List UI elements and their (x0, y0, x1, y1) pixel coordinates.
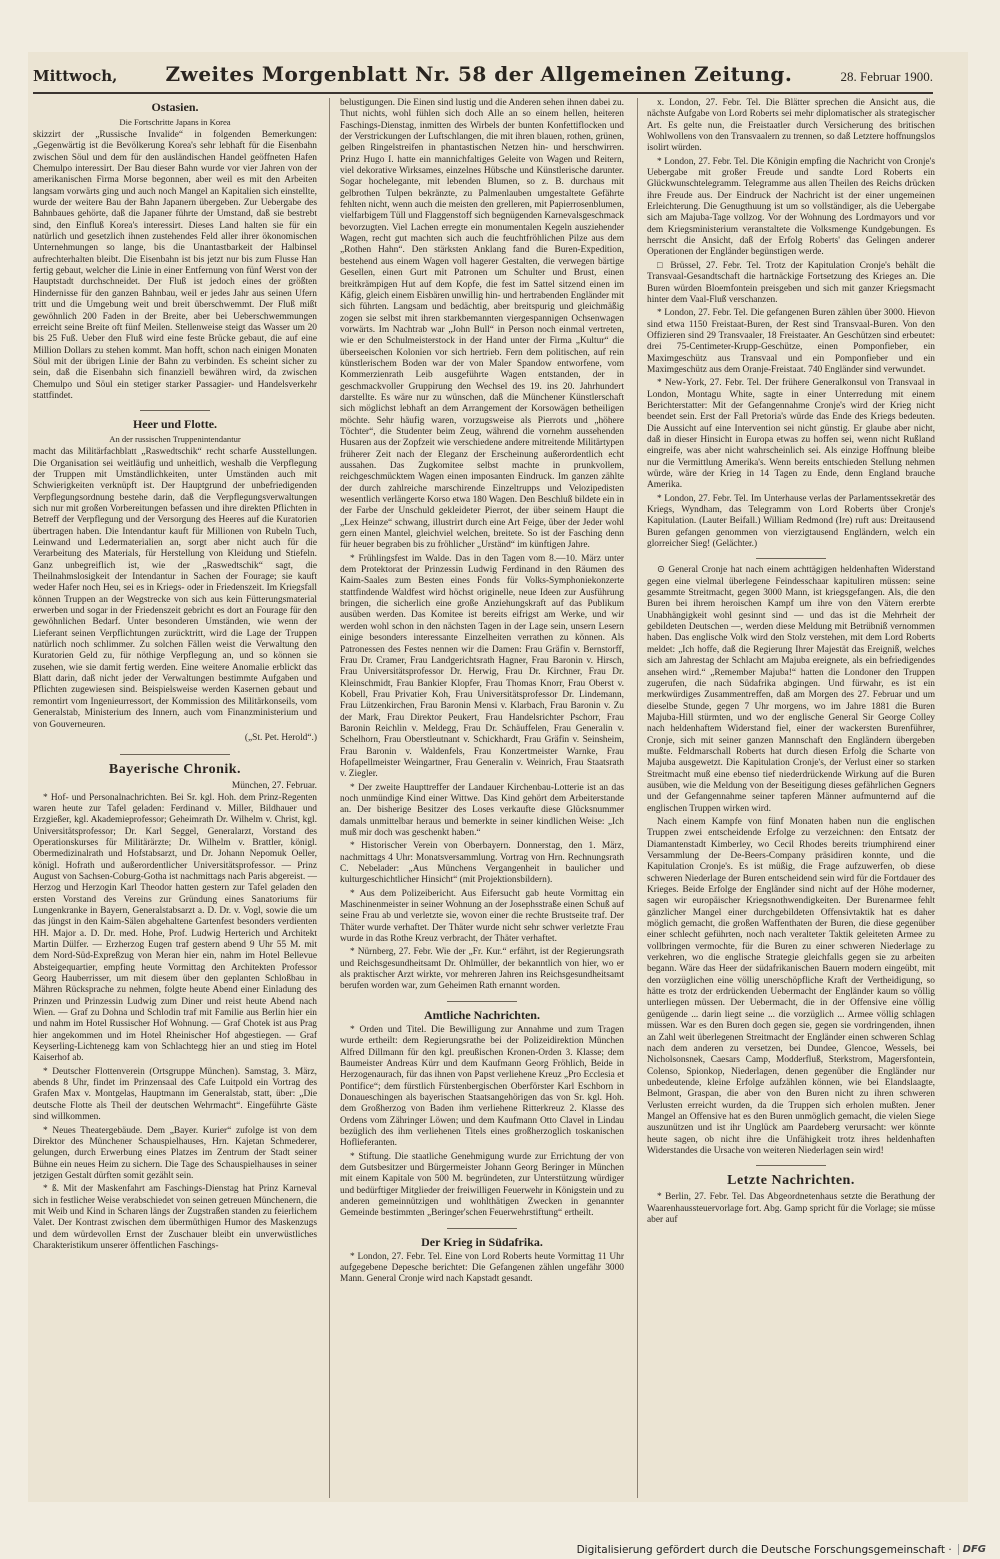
article-paragraph: * Aus dem Polizeibericht. Aus Eifersucht gab heute Vormittag ein Maschinenmeister in seiner Wohnung an der Josephsstraße einen Schuß auf seine Frau ab und verletzte sie, wovon einer die rechte Brustseite traf. Der Thäter wurde verhaftet. Der Thäter wurde nicht sehr schwer verletzte Frau wurde in das Rothe Kreuz verbracht, der Thäter verhaftet. (340, 888, 624, 945)
masthead (33, 62, 933, 90)
section-divider (447, 1001, 517, 1002)
article-paragraph: * New-York, 27. Febr. Tel. Der frühere Generalkonsul von Transvaal in London, Montagu White, sagte in einer Unterredung mit einem Berichterstatter: Mit der Gefangennahme Cronje's wird der Krieg nicht beendet sein. Erst der Fall Pretoria's würde das Ende des Kriegs bedeuten. Die Aussicht auf eine Intervention sei nicht günstig. Er glaube aber nicht, daß in dieser Hinsicht in Europa etwas zu hoffen sei, wenn nicht Rußland eingreife, was aber nicht wahrscheinlich sei. Als einzige Hoffnung bleibe nur die Vermittlung Amerika's. Wenn bereits entschieden Stellung nehmen würde, wäre der Krieg in 14 Tagen zu Ende, denn England brauche Amerika. (647, 378, 935, 491)
section-divider (120, 754, 230, 755)
article-subheading: An der russischen Truppenintendantur (109, 434, 241, 445)
section-heading-heer: Heer und Flotte. (132, 417, 218, 432)
article-paragraph: * London, 27. Febr. Tel. Die Königin empfing die Nachricht von Cronje's Uebergabe mit großer Freude und sandte Lord Roberts ein Glückwunschtelegramm. Telegramme aus allen Theilen des Reichs drücken ihre Freude aus. Der Eindruck der Nachricht ist der einer ungemeinen Erleichterung. Die Genugthuung ist um so vollständiger, als die Uebergabe sich am Majuba-Tage vollzog. Vor der Wohnung des Lordmayors und vor dem Kriegsministerium veranstaltete die Volksmenge Kundgebungen. Es herrscht die Ansicht, daß der Erfolg Roberts' das Gelingen anderer Operationen der Engländer begünstigen werde. (647, 156, 935, 258)
section-heading-letzte-nachrichten: Letzte Nachrichten. (727, 1173, 855, 1189)
section-heading-krieg-suedafrika: Der Krieg in Südafrika. (421, 1234, 543, 1249)
article-paragraph: □ Brüssel, 27. Febr. Tel. Trotz der Kapitulation Cronje's behält die Transvaal-Gesandtschaft die hartnäckige Fortsetzung des Krieges an. Die Buren würden Bloemfontein preisgeben und sich mit ganzer Kriegsmacht hinter dem Vaal-Fluß verschanzen. (647, 260, 935, 305)
dfg-logo: DFG (958, 1544, 986, 1555)
source-credit: („St. Pet. Herold“.) (244, 732, 317, 743)
article-paragraph: * Hof- und Personalnachrichten. Bei Sr. kgl. Hoh. dem Prinz-Regenten waren heute zur Tafel geladen: Ferdinand v. Miller, Bildhauer und Erzgießer, kgl. Akademieprofessor; Geheimrath Dr. Wilhelm v. Christ, kgl. Universitätsprofessor; Dr. Karl Seggel, Generalarzt, Vorstand des Operationskurses für Militärärzte; Dr. Wilhelm v. Brattler, königl. Obermedizinalrath und Hofstabsarzt, und Dr. Johann Nepomuk Oeller, königl. Hofrath und außerordentlicher Universitätsprofessor. — Prinz August von Sachsen-Coburg-Gotha ist nachmittags nach Paris abgereist. — Herzog und Herzogin Karl Theodor hatten gestern zur Tafel geladen den ersten Vorstand des Vereins zur Gründung eines Sanatoriums für Lungenkranke in Bayern, Generalstabsarzt a. D. Dr. v. Vogl, sowie die um das jüngst in den Kaim-Sälen abgehaltene Gartenfest besonders verdienten HH. Major a. D. Dr. med. Hohe, Prof. Ludwig Herterich und Architekt Martin Dülfer. — Erzherzog Eugen traf gestern abend 9 Uhr 55 M. mit dem Nord-Süd-Expreßzug von Meran hier ein, nahm im Hotel Bellevue Absteigequartier, empfing heute Vormittag den Architekten Professor Georg Hauberrisser, um mit diesem über den geplanten Schloßbau in Mähren Rücksprache zu nehmen, folgte heute Abend einer Einladung des Prinzen und Prinzessin Ludwig zum Diner und reist heute Abend nach Wien. — Graf zu Dohna und Schlodin traf mit Familie aus Berlin hier ein und nahm im Hotel Russischer Hof Wohnung. — Graf Chotek ist aus Prag hier angekommen und im Hotel Rheinischer Hof abgestiegen. — Graf Keyserling-Lichtenegg kam von Schlachtegg hier an und stieg im Hotel Kaiserhof ab. (33, 792, 317, 1064)
article-paragraph: * Berlin, 27. Febr. Tel. Das Abgeordnetenhaus setzte die Berathung der Waarenhaussteuervorlage fort. Abg. Gamp spricht für die Vorlage; sie müsse aber auf (647, 1192, 935, 1225)
section-heading-bayerische-chronik: Bayerische Chronik. (108, 762, 242, 778)
digitization-footer (0, 1540, 1000, 1559)
footer-credit: Digitalisierung gefördert durch die Deutsche Forschungsgemeinschaft · (576, 1543, 952, 1556)
column-divider (637, 98, 638, 1498)
column-2 (340, 98, 624, 1498)
masthead-date: 28. Februar 1900. (840, 69, 933, 84)
article-paragraph: x. London, 27. Febr. Tel. Die Blätter sprechen die Ansicht aus, die nächste Aufgabe von Lord Roberts sei mehr diplomatischer als strategischer Art. Es gelte nun, die Freistaatler durch Versicherung des britischen Wohlwollens von den Transvaalern zu trennen, so daß Letztere hoffnungslos isolirt würden. (647, 98, 935, 154)
dateline: München, 27. Februar. (231, 781, 317, 792)
article-paragraph: * London, 27. Febr. Tel. Die gefangenen Buren zählen über 3000. Hievon sind etwa 1150 Freistaat-Buren, der Rest sind Transvaal-Buren. Von den Offizieren sind 29 Transvaaler, 18 Freistaater. An Geschützen sind erbeutet: drei 75-Centimeter-Krupp-Geschütze, einen Pomponfieber, ein Maximgeschütz aus Transvaal und ein Pomponfieber und ein Maximgeschütz aus dem Oranje-Freistaat. 740 Engländer sind verwundet. (647, 308, 935, 375)
section-heading-amtliche-nachrichten: Amtliche Nachrichten. (424, 1007, 540, 1022)
section-divider (756, 1165, 826, 1166)
article-paragraph: * ß. Mit der Maskenfahrt am Faschings-Dienstag hat Prinz Karneval sich in festlicher Weise verabschiedet von seinen getreuen Münchenern, die mit Weib und Kind in Scharen längs der Zugstraßen standen zu feierlichem Valet. Der Kontrast zwischen dem übermüthigen Humor des Maskenzugs und dem würdevollen Ernst der Zuschauer bleibt ein unverwüstliches Charakteristikum unserer öffentlichen Faschings- (33, 1184, 317, 1251)
article-paragraph: * Deutscher Flottenverein (Ortsgruppe München). Samstag, 3. März, abends 8 Uhr, findet im Prinzensaal des Cafe Luitpold ein Vortrag des Grafen Max v. Montgelas, Hauptmann im Generalstab, statt, über: „Die deutsche Flotte als Theil der deutschen Wehrmacht“. Eingeführte Gäste sind willkommen. (33, 1066, 317, 1123)
section-divider (447, 1228, 517, 1229)
article-paragraph: ⊙ General Cronje hat nach einem achttägigen heldenhaften Widerstand gegen eine vielmal überlegene Feindesschaar kapituliren müssen: seine gesammte Streitmacht, gegen 3000 Mann, ist kriegsgefangen. Als, die den Buren bei ihrem heroischen Kampf um ihre von den Vätern ererbte Unabhängigkeit wohl gesinnt sind — und das ist die Mehrheit der gebildeten Deutschen —, werden diese Meldung mit Betrübniß vernommen haben. Das englische Volk wird den Stolz verstehen, mit dem Lord Roberts meldet: „Ich hoffe, daß die Regierung Ihrer Majestät das Ereigniß, welches sich am Jahrestag der Schlacht am Majuba ereignete, als ein befriedigendes ansehen wird.“ „Remember Majuba!“ hatten die Londoner den Truppen zugerufen, die nach Südafrika abgingen. Und fürwahr, es ist ein merkwürdiges Zusammentreffen, daß am Morgen des 27. Februar und um dieselbe Stunde, gegen 7 Uhr morgens, wo im Jahre 1881 die Buren Majuba-Hill stürmten, und wo der englische General Sir George Colley nach heldenhaftem Widerstand fiel, einer der wackersten Burenführer, Cronje, sich mit seiner ganzen Mannschaft den Engländern übergeben mußte. Feldmarschall Roberts hat durch diesen Erfolg die Scharte von Majuba ausgewetzt. Die Kapitulation Cronje's, der Verlust einer so starken Streitmacht muß eine ebenso tief niederdrückende Wirkung auf die Buren ausüben, wie die Meldung von der Beseitigung dieses gefährlichen Gegners und der Gefangennahme seiner tapferen Männer aufmunternd auf die englischen Truppen wirken wird. (647, 565, 935, 814)
article-paragraph: Nach einem Kampfe von fünf Monaten haben nun die englischen Truppen zwei entscheidende Erfolge zu verzeichnen: den Entsatz der Diamantenstadt Kimberley, wo Cecil Rhodes bereits triumphirend einer Versammlung der De-Beers-Company präsidiren konnte, und die Kapitulation Cronje's. Es ist müßig, die Frage aufzuwerfen, ob diese schweren Niederlage der Buren entscheidend sein wird für die Fortdauer des Krieges. Beide Erfolge der Engländer sind nicht auf der Höhe moderner, sagen wir europäischer Kriegsnothwendigkeiten. Der Burenarmee fehlt gänzlicher Mangel einer durchgebildeten Offensivtaktik hat es daher möglich gemacht, die großen Waffenthaten der Buren, die diese gegenüber einer schlecht geführten, noch nach veralteter Taktik geleiteten Armee zu vollbringen vermochte, für die Buren zu einer schweren Niederlage zu verkehren, wo die englische Strategie gleichfalls gegen sie zu arbeiten begann. Wäre das Heer der südafrikanischen Bauern modern eingeübt, mit den vorzüglichen eine völlig unerschöpfliche Kraft der Vertheidigung, so hätte es trotz der erdrückenden Uebermacht der Engländer kaum so völlig unterliegen müssen. Der Uebermacht, die in der Offensive eine völlig genügende ... darin liegt seine ... die vorzüglich ... Armee völlig schlagen müssen. War es den Buren doch gegen sie, gegen sie vordringenden, ihnen an Zahl weit überlegenen Streitmacht der Engländer einen schweren Schlag nach dem anderen zu versetzen, bei Dundee, Glencoe, Wessels, bei Nicholsonsnek, Caesars Camp, Modderfluß, Sterkstrom, Magersfontein, Colenso, Spionkop, Niederlagen, denen gegenüber die Engländer nur unbedeutende, kleine Erfolge aufzählen können, wie bei Elandslaagte, Belmont, Graspan, die aber von den Buren nicht zu ihren schweren Verlusten erreicht wurden, da die Truppen sich erholen mußten. Jener Mangel an Offensive hat es den Buren unmöglich gemacht, die vielen Siege auszunützen und ist ihr Unglück am Paardeberg verursacht: wer könnte heute sagen, ob nicht ihre die Unfähigkeit trotz ihres heldenhaften Widerstandes die Ursache von weiteren Niederlagen sein wird! (647, 816, 935, 1156)
column-divider (329, 98, 330, 1498)
section-heading-ostasien: Ostasien. (151, 100, 199, 114)
masthead-day: Mittwoch, (33, 67, 118, 85)
masthead-rule (33, 92, 933, 94)
masthead-title: Zweites Morgenblatt Nr. 58 der Allgemeinen Zeitung. (165, 62, 793, 86)
article-paragraph: * Der zweite Haupttreffer der Landauer Kirchenbau-Lotterie ist an das noch unmündige Kind einer Wittwe. Das Kind gehört dem Arbeiterstande an. Der bisherige Besitzer des Loses verkaufte diese Glücksnummer damals unmittelbar heraus und bemerkte in seiner kindlichen Weise: „Ich muß mir doch was geschenkt haben.“ (340, 782, 624, 838)
article-paragraph: * Neues Theatergebäude. Dem „Bayer. Kurier“ zufolge ist von dem Direktor des Münchener Schauspielhauses, Hrn. Kajetan Schmederer, gelungen, durch Erwerbung eines Platzes im Zentrum der Stadt seiner Bühne ein neues Heim zu sichern. Die Tage des Schauspielhauses in seiner jetzigen Gestalt dürften somit gezählt sein. (33, 1125, 317, 1181)
section-divider (756, 558, 826, 559)
article-paragraph: * Nürnberg, 27. Febr. Wie der „Fr. Kur.“ erfährt, ist der Regierungsrath und Reichsgesundheitsamt Dr. Ohlmüller, der bekanntlich von hier, wo er als praktischer Arzt wirkte, vor mehreren Jahren ins Reichsgesundheitsamt berufen worden war, zum Geheimen Rath ernannt worden. (340, 947, 624, 992)
article-paragraph: skizzirt der „Russische Invalide“ in folgenden Bemerkungen: „Gegenwärtig ist die Bevölkerung Korea's sehr lebhaft für die Eisenbahn zwischen Söul und dem für den ausländischen Handel geöffneten Hafen Chemulpo interessirt. Der Bau dieser Bahn wurde vor vier Jahren von der amerikanischen Firma Morse begonnen, aber weil es mit den Arbeiten langsam vorwärts ging und auch noch Mangel an Kapitalien sich einstellte, wurde der weitere Bau der Bahn Japanern übergeben. Zur Uebergabe des Bahnbaues gehörte, daß die Japaner führte der Umstand, daß sie bestrebt sind, den Einfluß Korea's interessirt. Dieses Land halten sie für ein natürlich und gesetzlich ihnen zustehendes Feld aller ihrer ökonomischen Unternehmungen so lange, bis die Unantastbarkeit der Halbinsel aufrechterhalten bleibt. Die Eisenbahn ist bis jetzt nur bis zum Flusse Han fertig gebaut, welcher die Linie in einer Entfernung von fünf Werst von der Hauptstadt durchschneidet. Der Fluß ist jedoch eines der größten Hindernisse für den ganzen Bahnbau, weil er jedes Jahr aus seinen Ufern tritt und die Umgebung weit und breit überschwemmt. Der Fluß mißt gewöhnlich 200 Faden in der Breite, aber bei Ueberschwemmungen erreicht seine Breite oft fünf Meilen. Stellenweise steigt das Wasser um 20 bis 25 Fuß. Ueber den Fluß wird eine feste Brücke gebaut, die auf eine Million Dollars zu stehen kommt. Man hofft, schon nach einigen Monaten Söul mit der übrigen Linie der Bahn zu verbinden. Es scheint sicher zu sein, daß die Eisenbahn sich finanziell bewähren wird, da zwischen Chemulpo und Söul ein stetiger starker Passagier- und Handelsverkehr stattfindet. (33, 130, 317, 401)
article-paragraph: * London, 27. Febr. Tel. Eine von Lord Roberts heute Vormittag 11 Uhr aufgegebene Depesche berichtet: Die Gefangenen zählen ungefähr 3000 Mann. General Cronje wird nach Kapstadt gesandt. (340, 1251, 624, 1285)
section-divider (140, 410, 210, 411)
article-paragraph: * Frühlingsfest im Walde. Das in den Tagen vom 8.—10. März unter dem Protektorat der Prinzessin Ludwig Ferdinand in den Räumen des Kaim-Saales zum Besten eines Fonds für Volks-Symphoniekonzerte stattfindende Waldfest wird höchst originelle, neue Ideen zur Ausführung bringen, die sicherlich eine große Anziehungskraft auf das Publikum ausüben werden. Das Komitee ist bereits eifrigst am Werke, und wir werden wohl schon in den nächsten Tagen in der Lage sein, unsern Lesern einige besonders interessante Einzelheiten verrathen zu können. Als Patronessen des Festes nennen wir die Damen: Frau Gräfin v. Bernstorff, Frau Dr. Cramer, Frau Landgerichtsrath Hagner, Frau Baronin v. Hirsch, Frau Universitätsprofessor Dr. Herwig, Frau Dr. Kirchner, Frau Dr. Kleinschmidt, Frau Bankier Klopfer, Frau Thomas Knorr, Frau Oberst v. Kobell, Frau Privatier Koh, Frau Universitätsprofessor Dr. Lindemann, Frau Lützenkirchen, Frau Baronin Mensi v. Klarbach, Frau Baronin v. Zu der Mark, Frau Direktor Peukert, Frau Handelsrichter Pschorr, Frau Baronin Reichlin v. Meldegg, Frau Dr. Schäuffelen, Frau Generalin v. Schelhorn, Frau Oberstleutnant v. Schickhardt, Frau Gräfin v. Seinsheim, Frau Baronin v. Waldenfels, Frau Konzertmeister Warnke, Frau Hofapellmeister Weingartner, Frau Generalin v. Weinrich, Frau Staatsrath v. Ziegler. (340, 553, 624, 780)
article-paragraph: * London, 27. Febr. Tel. Im Unterhause verlas der Parlamentssekretär des Kriegs, Wyndham, das Telegramm von Lord Roberts über Cronje's Kapitulation. (Lauter Beifall.) William Redmond (Ire) ruft aus: Dreitausend Buren gefangen genommen von vierzigtausend Engländern, welch ein glorreicher Sieg! (Gelächter.) (647, 493, 935, 550)
article-paragraph: macht das Militärfachblatt „Raswedtschik“ recht scharfe Ausstellungen. Die Organisation sei weitläufig und unheitlich, weshalb die Verpflegung der Truppen mit Umständlichkeiten, unter Umständen auch mit Schwierigkeiten verknüpft ist. Der Hauptgrund der unbefriedigenden Verpflegungsordnung bestehe darin, daß die Verpflegungsverwaltungen sich nur mit großen Vorbereitungen befassen und ihre direkten Pflichten in Betreff der Verpflegung und der Versorgung des Heeres auf die Kuratorien übertragen haben. Die Intendantur kauft für Millionen von Rubeln Tuch, Leinwand und Ledermaterialien an, sorgt aber nicht auch für die Verarbeitung des Materials, für Herstellung von Kleidung und Stiefeln. Ganz unbegreiflich ist, wie der „Raswedtschik“ sagt, die Theilnahmslosigkeit der Intendantur in Sachen der Fourage; sie kauft weder Hafer noch Heu, sei es in Kriegs- oder in Friedenszeit. Im Kriegsfall können Truppen an der Wegstrecke von sich aus kein Fütterungsmaterial erwerben und sogar in der Friedenszeit gebricht es dort an Fourage für den gewöhnlichen Bedarf. Unter besonderen Umständen, wie wenn der Lieferant seinen Verpflichtungen zurücktritt, wird die Lage der Truppen natürlich noch schlimmer. Zu solchen Fällen weist die Verwaltung den Kuratorien Geld zu, für nöthige Verpflegung an, und so können sie zusehen, wie sie damit fertig werden. Eine weitere Anomalie erblickt das Blatt darin, daß nicht jeder der Verwaltungen bestimmte Aufgaben und Pflichten zugewiesen sind. Beispielsweise werden Kasernen gebaut und remontirt vom Ingenieurressort, der Kommission des Militärkonseils, vom Generalstab, Ministerium des Innern, auch vom Finanzministerium und von Gouverneuren. (33, 447, 317, 730)
article-paragraph: * Stiftung. Die staatliche Genehmigung wurde zur Errichtung der von dem Gutsbesitzer und Bürgermeister Johann Georg Beringer in München mit einem Kapitale von 500 M. begründeten, zur Unterstützung würdiger und bedürftiger Mitglieder der freiwilligen Feuerwehr in Königstein und zu anderen gemeinnützigen und wohlthätigen Zwecken in genannter Gemeinde bestimmten „Beringer'schen Feuerwehrstiftung“ ertheilt. (340, 1151, 624, 1219)
article-paragraph: * Orden und Titel. Die Bewilligung zur Annahme und zum Tragen wurde ertheilt: dem Regierungsrathe bei der Polizeidirektion München Alfred Dillmann für den kgl. preußischen Kronen-Orden 3. Klasse; dem Baumeister Andreas Kürr und dem Kaufmann Georg Fröhlich, Beide in Herzogenaurach, für das ihnen von Papst verliehene Kreuz „Pro Ecclesia et Pontifice“; dem fürstlich Fürstenbergischen Oberförster Karl Eschborn in Donaueschingen als bayerischen Staatsangehörigen das von Sr. kgl. Hoh. dem Großherzog von Baden ihm verliehene Ritterkreuz 2. Klasse des Ordens vom Zähringer Löwen; und dem Kaufmann Otto Clavel in Lindau bezüglich des ihm verliehenen Titels eines großherzoglich toskanischen Hoflieferanten. (340, 1024, 624, 1149)
article-paragraph: * Historischer Verein von Oberbayern. Donnerstag, den 1. März, nachmittags 4 Uhr: Monatsversammlung. Vortrag von Hrn. Rechnungsrath C. Nebelader: „Aus Münchens Vergangenheit in baulicher und kulturgeschichtlicher Hinsicht“ (mit Projektionsbildern). (340, 841, 624, 886)
column-1 (33, 98, 317, 1498)
article-subheading: Die Fortschritte Japans in Korea (119, 117, 231, 127)
article-paragraph: belustigungen. Die Einen sind lustig und die Anderen sehen ihnen dabei zu. Thut nichts, wohl fühlen sich doch Alle an so einem hellen, heiteren Faschings-Dienstag, inmitten des Wirbels der bunten Konfettiflocken und der Verstrickungen der Luftschlangen, die mit ihren blauen, rothen, grünen, gelben Ringelstreifen in phantastischen Netzen hin- und herschwirren. Prinz Hugo I. hatte ein mannichfaltiges Geleite von Wagen und Reitern, viel dekorative Wirksames, einzelnes Hübsche und Künstlerische darunter. Sogar hochelegante, mit lebenden Blumen, so z. B. durchaus mit gelbrothen Tulpen bekränzte, zu Palmenlauben umgestaltete Gefährte fehlten nicht, wenn auch die meisten den grelleren, mit Papierrosenblumen, vielfarbigem Tüll und Flaggenstoff sich begnügenden Karnevalsgeschmack bevorzugten. Viel Lachen erregte ein monumentalen Kegeln ausziehender Wagen, recht gut machten sich auch die feuchtfröhlichen Pilze aus dem „Rothen Hahn“. Den stärksten Anklang fand die Buren-Expedition, bestehend aus einem Wagen voll hagerer Gestalten, die verwegen bärtige Gesellen, einen Gurt mit Patronen um Schulter und Brust, einen breitkrämpigen Hut auf dem Kopfe, die fest im Sattel sitzend einen im Käfig, gleich einem Eisbären unwillig hin- und hertrabenden Engländer mit sich führten. Langsam und bedächtig, aber breitspurig und gleichmäßig zogen sie selbst mit ihren starkbemannten viergespannigen Ochsenwagen vorwärts. Im Nachtrab war „John Bull“ in Person noch einmal vertreten, wie er den Schulmeisterstock in der Hand unter der Firma „Kultur“ die überseeischen Kolonien vor sich hertrieb. Fern dem politischen, auf rein künstlerischem Boden war der von Maler Spandow entworfene, vom Kommerzienrath Leib ausgeführte Wagen entstanden, der in geschmackvoller Gruppirung den Wechsel des 19. ins 20. Jahrhundert darstellte. Es wäre nur zu wünschen, daß die Münchener Künstlerschaft sich möglichst lebhaft an dem Arrangement der Korsowägen betheiligen möchte. Sehr häufig waren, vorzugsweise als Pierrots und „höhere Töchter“, die Studenter beim Zeug, während die vornehm aussehenden Husaren aus der Zopfzeit wie verschiedene andere mitreitende Militärtypen früherer Zeit nach der Eleganz der Erscheinung außerordentlich echt aussahen. Das Zugkomitee selbst machte in prunkvollem, reichgeschmücktem Wagen einen imposanten Eindruck. Im ganzen zählte der durch zahlreiche marschirende Einzeltrupps und Velozipedisten wesentlich verlängerte Korso etwa 180 Wagen. Den Beschluß bildete ein in der Farbe der Unschuld gekleideter Pierrot, der über seinem Haupt die „Lex Heinze“ schwang, illustrirt durch eine Art Feige, über der Jeder wohl gern einen Mantel, gleichviel welchen, breitete. So ist der Fasching denn für heuer begraben bis zu fröhlicher „Urständ“ im künftigen Jahre. (340, 98, 624, 551)
column-3 (647, 98, 935, 1498)
